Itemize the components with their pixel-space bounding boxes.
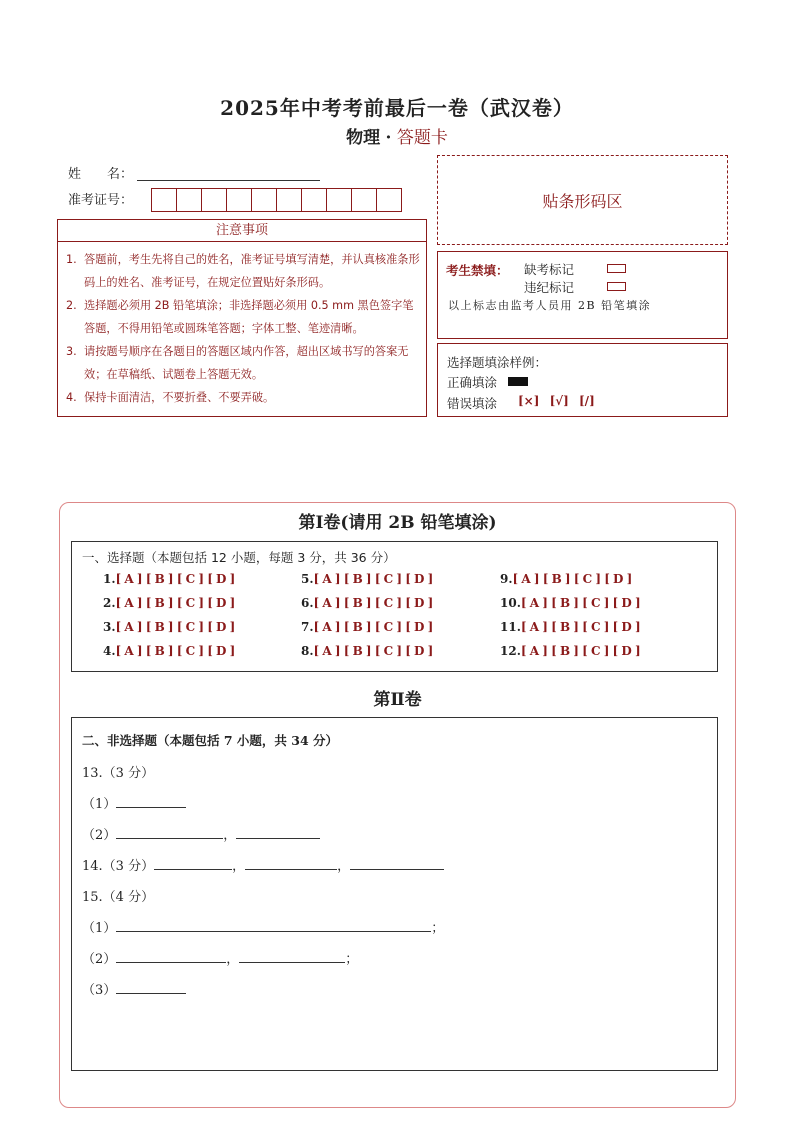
exam-id-digit-box[interactable] [276,188,302,212]
mc-question-number: 2. [103,596,116,610]
exam-id-digit-box[interactable] [351,188,377,212]
question-14-label: 14.（3 分） [82,859,155,874]
mc-question[interactable] [103,644,235,658]
mc-question[interactable] [301,596,433,610]
page-title: 2025年中考考前最后一卷（武汉卷） [220,96,574,120]
exam-id-digit-box[interactable] [301,188,327,212]
subquestion-label: （2） [82,828,117,843]
barcode-label: 贴条形码区 [542,191,623,211]
proctor-only-label: 考生禁填： [446,263,509,278]
exam-id-digit-box[interactable] [326,188,352,212]
mc-options[interactable]: [ A ] [ B ] [ C ] [ D ] [115,572,236,586]
mc-question[interactable] [103,572,235,586]
mc-question[interactable] [103,596,235,610]
correct-fill-mark [508,377,528,386]
semicolon-separator: ； [345,952,359,967]
question-15-3 [82,979,186,998]
mc-question-number: 3. [103,620,116,634]
comma-separator: ， [223,828,237,843]
question-14 [82,855,444,874]
subtitle-dot: · [385,128,392,148]
mc-question-number: 9. [500,572,513,586]
mc-question-number: 7. [301,620,314,634]
question-13-label: 13.（3 分） [82,766,155,781]
mc-question[interactable] [500,644,641,658]
multiple-choice-box [71,541,718,672]
mc-options[interactable]: [ A ] [ B ] [ C ] [ D ] [512,572,633,586]
answer-blank[interactable] [154,856,232,870]
name-label: 姓 名： [68,167,134,182]
mc-question-number: 12. [500,644,521,658]
notice-item [64,340,420,386]
mc-question[interactable] [301,644,433,658]
mc-question-number: 1. [103,572,116,586]
free-response-heading: 二、非选择题（本题包括 7 小题，共 34 分） [82,733,339,748]
exam-id-digit-box[interactable] [226,188,252,212]
mc-options[interactable]: [ A ] [ B ] [ C ] [ D ] [313,572,434,586]
mc-question[interactable] [500,596,641,610]
answer-blank[interactable] [116,825,223,839]
comma-separator: ， [337,859,351,874]
mc-options[interactable]: [ A ] [ B ] [ C ] [ D ] [520,620,641,634]
correct-fill-label: 正确填涂 [447,375,498,390]
mc-question-number: 8. [301,644,314,658]
name-field[interactable] [137,180,320,181]
mc-question-number: 6. [301,596,314,610]
page-subtitle [0,123,794,148]
answer-blank[interactable] [245,856,337,870]
notice-text: 答题前，考生先将自己的姓名，准考证号填写清楚，并认真核准条形码上的姓名、准考证号，在规定位置贴好条形码。 [84,253,420,289]
mc-options[interactable]: [ A ] [ B ] [ C ] [ D ] [520,596,641,610]
subquestion-label: （1） [82,797,117,812]
mc-question-number: 4. [103,644,116,658]
answer-blank[interactable] [116,949,226,963]
notice-list [57,241,427,417]
question-15-2 [82,948,358,967]
notice-number: 1. [66,253,77,266]
answer-blank[interactable] [239,949,345,963]
mc-question[interactable] [500,572,632,586]
answer-blank[interactable] [116,980,186,994]
mc-question[interactable] [301,620,433,634]
question-15-1 [82,917,444,936]
mc-question-number: 10. [500,596,521,610]
multiple-choice-heading: 一、选择题（本题包括 12 小题，每题 3 分，共 36 分） [82,550,396,565]
mc-options[interactable]: [ A ] [ B ] [ C ] [ D ] [520,644,641,658]
question-15-label: 15.（4 分） [82,890,155,905]
notice-text: 保持卡面清洁，不要折叠、不要弄破。 [84,391,275,404]
proctor-note: 以上标志由监考人员用 2B 铅笔填涂 [448,299,652,312]
notice-item [64,386,420,409]
subquestion-label: （3） [82,983,117,998]
question-13-1 [82,793,186,812]
comma-separator: ， [226,952,240,967]
wrong-fill-label: 错误填涂 [447,396,498,411]
exam-id-digit-box[interactable] [251,188,277,212]
answer-blank[interactable] [350,856,444,870]
exam-id-digit-box[interactable] [176,188,202,212]
exam-id-boxes [151,188,401,212]
exam-id-digit-box[interactable] [201,188,227,212]
mc-options[interactable]: [ A ] [ B ] [ C ] [ D ] [115,596,236,610]
mc-question-number: 5. [301,572,314,586]
notice-text: 请按题号顺序在各题目的答题区域内作答，超出区域书写的答案无效；在草稿纸、试题卷上答题无效。 [84,345,409,381]
question-13-2 [82,824,320,843]
exam-id-label: 准考证号： [68,193,134,208]
notice-item [64,294,420,340]
violation-mark-box[interactable] [607,282,626,291]
part2-title: 第Ⅱ卷 [373,690,422,710]
mc-options[interactable]: [ A ] [ B ] [ C ] [ D ] [313,596,434,610]
fill-sample-box [437,343,728,417]
notice-number: 2. [66,299,77,312]
mc-question[interactable] [103,620,235,634]
proctor-marks-box [437,251,728,339]
absent-mark-box[interactable] [607,264,626,273]
mc-options[interactable]: [ A ] [ B ] [ C ] [ D ] [313,644,434,658]
mc-options[interactable]: [ A ] [ B ] [ C ] [ D ] [115,644,236,658]
notice-title: 注意事项 [57,219,427,242]
answer-blank[interactable] [116,918,431,932]
comma-separator: ， [232,859,246,874]
barcode-area [437,155,728,245]
part1-title: 第Ⅰ卷(请用 2B 铅笔填涂) [298,513,497,533]
mc-options[interactable]: [ A ] [ B ] [ C ] [ D ] [115,620,236,634]
subquestion-label: （1） [82,921,117,936]
mc-question[interactable] [301,572,433,586]
semicolon-separator: ； [431,921,445,936]
absent-mark-label: 缺考标记 [524,262,575,277]
answer-card-label: 答题卡 [396,128,448,148]
subject-label: 物理 [346,128,381,148]
fill-sample-title: 选择题填涂样例： [447,355,548,370]
mc-options[interactable]: [ A ] [ B ] [ C ] [ D ] [313,620,434,634]
notice-item [64,248,420,294]
notice-number: 4. [66,391,77,404]
subquestion-label: （2） [82,952,117,967]
mc-question[interactable] [500,620,641,634]
answer-blank[interactable] [236,825,320,839]
exam-id-digit-box[interactable] [151,188,177,212]
exam-id-digit-box[interactable] [376,188,402,212]
answer-blank[interactable] [116,794,186,808]
mc-question-number: 11. [500,620,521,634]
violation-mark-label: 违纪标记 [524,280,575,295]
notice-number: 3. [66,345,77,358]
notice-text: 选择题必须用 2B 铅笔填涂；非选择题必须用 0.5 mm 黑色签字笔答题，不得用铅笔或圆珠笔答题；字体工整、笔迹清晰。 [84,299,414,335]
free-response-box [71,717,718,1071]
wrong-fill-marks: [×] [√] [/] [518,394,595,408]
